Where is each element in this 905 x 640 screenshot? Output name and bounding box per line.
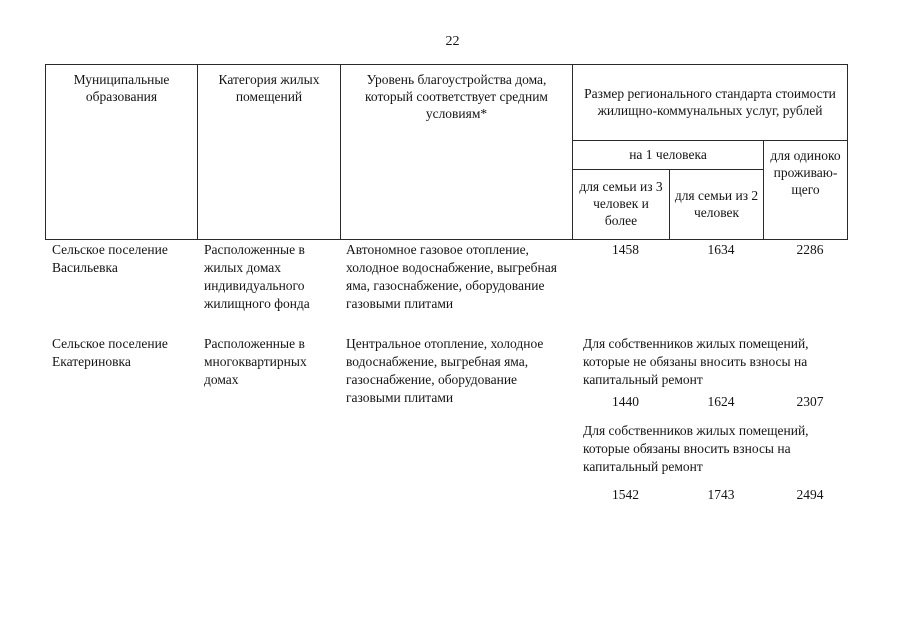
header-family-3: для семьи из 3 человек и более [573,170,670,240]
row1-municipality: Сельское поселение Васильевка [52,242,168,275]
row2-amenities: Центральное отопление, холодное водоснабжение, выгребная яма, газоснабжение, оборудование газовыми плитами [346,336,544,405]
row2-note-capital-repair: Для собственников жилых помещений, которые обязаны вносить взносы на капитальный ремонт [583,423,809,474]
row1-value-single: 2286 [796,242,824,257]
page-number: 22 [445,34,460,49]
row2-a-value-family3: 1440 [612,394,639,409]
row2-a-value-single: 2307 [796,394,824,409]
row2-a-value-family2: 1624 [707,394,735,409]
header-size-group: Размер регионального стандарта стоимости жилищно-коммунальных услуг, рублей [573,65,848,141]
header-category: Категория жилых помещений [198,65,341,240]
row1-amenities: Автономное газовое отопление, холодное водоснабжение, выгребная яма, газоснабжение, оборудование газовыми плитами [346,242,557,311]
row2-b-value-single: 2494 [796,487,824,502]
row1-category: Расположенные в жилых домах индивидуального жилищного фонда [204,242,310,311]
row1-value-family3: 1458 [612,242,639,257]
header-family-2: для семьи из 2 человек [670,170,764,240]
row1-value-family2: 1634 [707,242,735,257]
table-header [45,64,848,240]
header-per-person: на 1 человека [573,141,764,170]
header-municipality: Муниципальные образования [46,65,198,240]
row2-b-value-family3: 1542 [612,487,639,502]
row2-b-value-family2: 1743 [707,487,735,502]
row2-category: Расположенные в многоквартирных домах [204,336,307,387]
header-single: для одиноко проживаю-щего [764,141,848,240]
row2-note-no-capital-repair: Для собственников жилых помещений, которые не обязаны вносить взносы на капитальный ремонт [583,336,809,387]
row2-municipality: Сельское поселение Екатериновка [52,336,168,369]
header-amenities: Уровень благоустройства дома, который соответствует средним условиям* [341,65,573,240]
